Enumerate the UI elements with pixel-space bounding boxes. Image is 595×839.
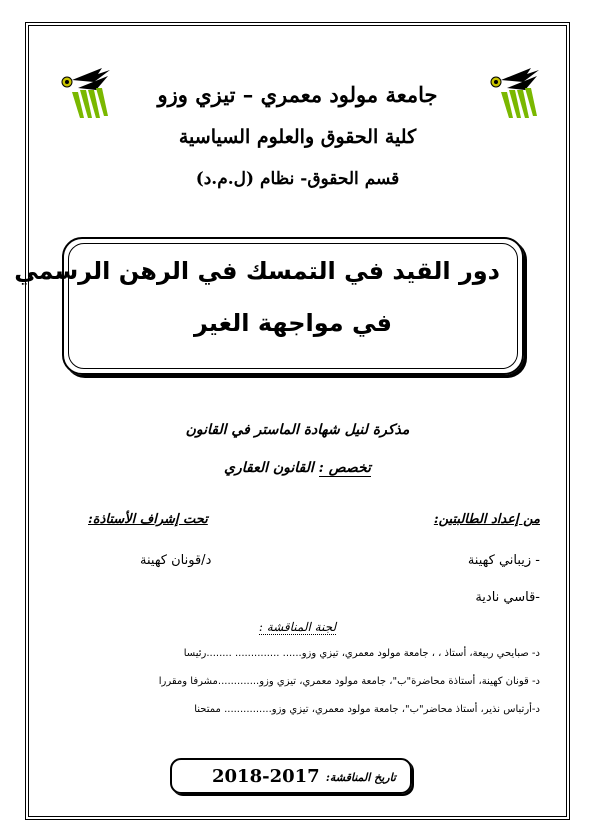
student-name: -قاسي نادية [475,590,540,605]
student-name: - زيباني كهينة [467,553,540,568]
university-logo-right [487,60,547,122]
committee-member: د- صبايحي ربيعة، أستاذ ، ، جامعة مولود معمري، تيزي وزو...... .............. ........رئيسا [183,648,540,659]
specialization-value: القانون العقاري [224,460,314,476]
faculty-name: كلية الحقوق والعلوم السياسية [178,126,417,148]
university-name: جامعة مولود معمري – تيزي وزو [157,82,438,107]
supervisor-label: تحت إشراف الأستاذة: [88,512,208,527]
defense-date-label: تاريخ المناقشة: [325,771,396,784]
committee-member: د-أرتباس نذير، أستاذ محاضر"ب"، جامعة مولود معمري، تيزي وزو............... ممتحنا [194,704,540,715]
students-label: من إعداد الطالبتين: [433,512,540,527]
specialization [100,460,495,476]
defense-date-value: 2018-2017 [212,766,320,787]
department-name: قسم الحقوق- نظام (ل.م.د) [195,169,400,189]
thesis-title-box [14,237,524,375]
defense-date-box [170,758,412,794]
specialization-label: تخصص : [318,460,371,476]
thesis-title-line-1: دور القيد في التمسك في الرهن الرسمي [14,257,500,285]
committee-member: د- قونان كهينة، أستاذة محاضرة"ب"، جامعة مولود معمري، تيزي وزو.............مشرفا ومقررا [158,676,540,687]
committee-title: لجنة المناقشة : [258,620,337,634]
committee-heading [0,620,595,634]
supervisor-name: د/قونان كهينة [140,553,212,568]
thesis-degree-note: مذكرة لنيل شهادة الماستر في القانون [185,422,410,438]
thesis-title-line-2: في مواجهة الغير [193,309,392,337]
university-logo-left [58,60,118,122]
